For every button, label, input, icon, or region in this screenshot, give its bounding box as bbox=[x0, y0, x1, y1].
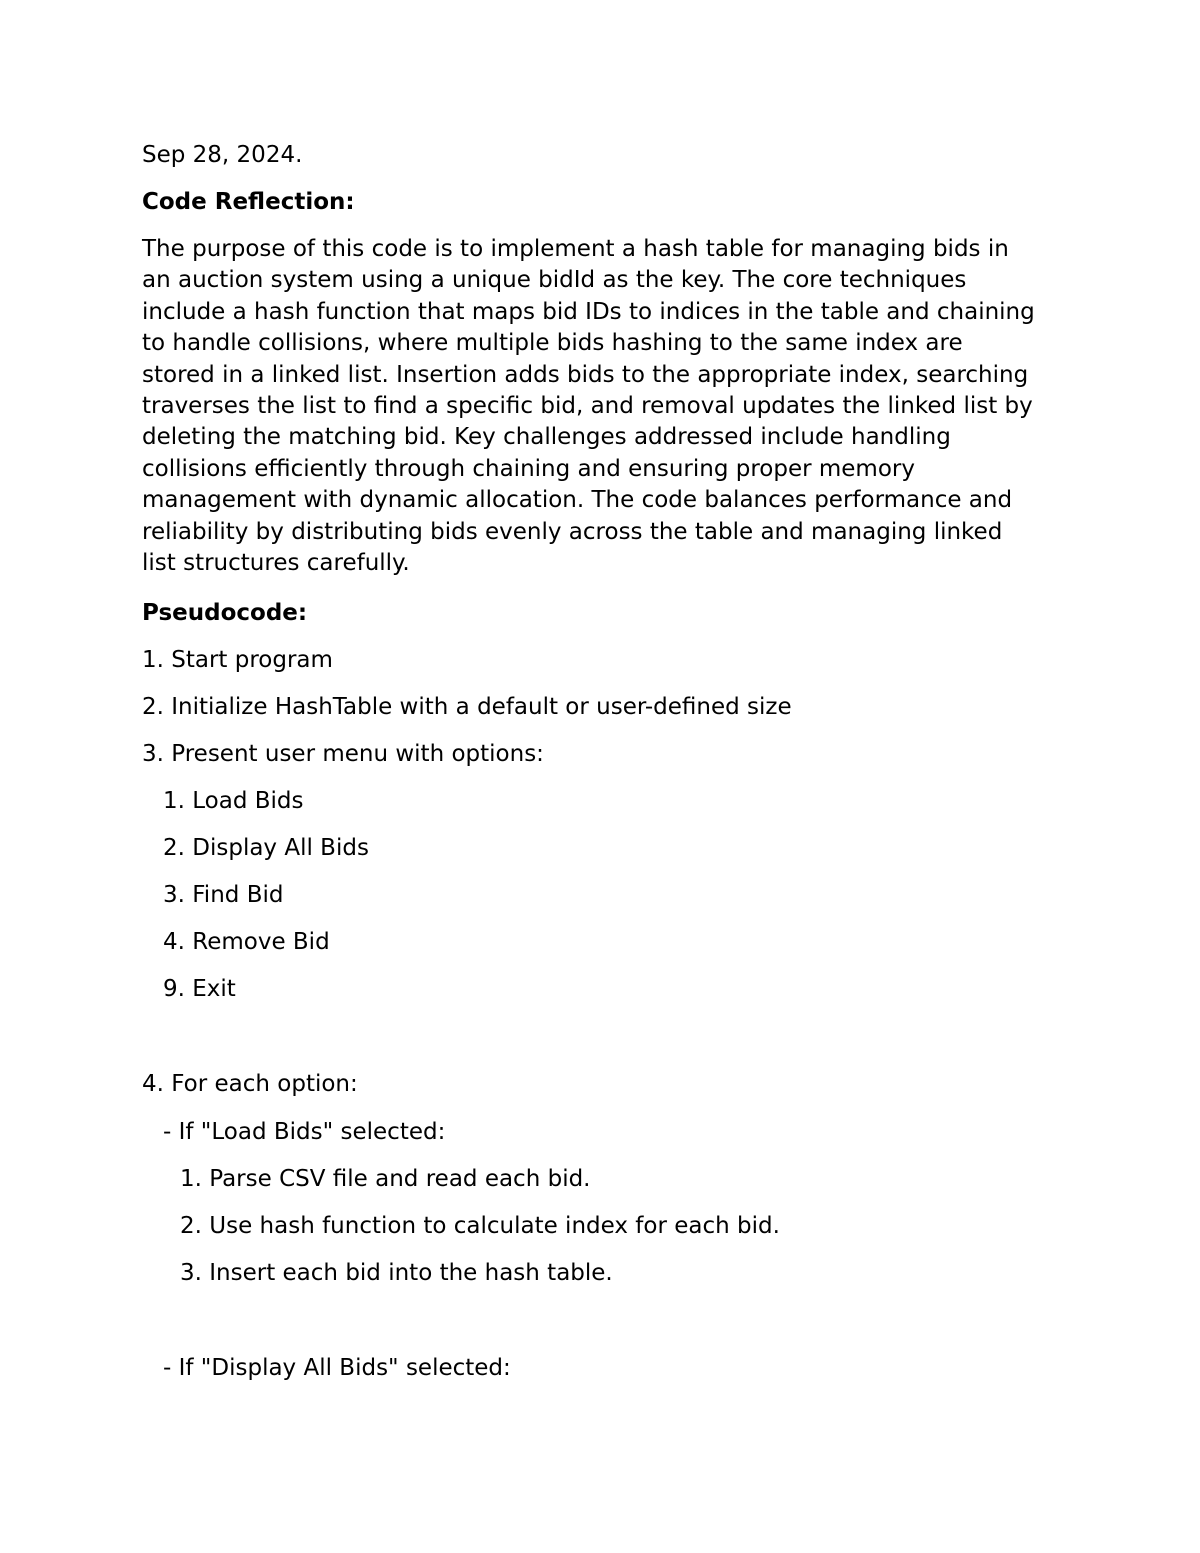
menu-option: 2. Display All Bids bbox=[163, 835, 369, 861]
reflection-line: deleting the matching bid. Key challenges addressed include handling bbox=[142, 424, 951, 451]
reflection-heading: Code Reflection: bbox=[142, 189, 355, 215]
step-present-menu: 3. Present user menu with options: bbox=[142, 741, 544, 767]
load-bids-step: 1. Parse CSV file and read each bid. bbox=[180, 1166, 591, 1192]
reflection-line: to handle collisions, where multiple bids hashing to the same index are bbox=[142, 330, 963, 357]
menu-option: 4. Remove Bid bbox=[163, 929, 330, 955]
reflection-line: stored in a linked list. Insertion adds bids to the appropriate index, searching bbox=[142, 361, 1029, 388]
reflection-line: include a hash function that maps bid IDs to indices in the table and chaining bbox=[142, 298, 1035, 325]
reflection-line: The purpose of this code is to implement a hash table for managing bids in bbox=[142, 236, 1009, 262]
menu-option: 3. Find Bid bbox=[163, 882, 284, 908]
pseudocode-heading: Pseudocode: bbox=[142, 600, 308, 626]
load-bids-step: 2. Use hash function to calculate index for each bid. bbox=[180, 1213, 780, 1239]
step-for-each-option: 4. For each option: bbox=[142, 1071, 358, 1097]
reflection-paragraph bbox=[142, 234, 1072, 579]
step-start-program: 1. Start program bbox=[142, 647, 333, 673]
load-bids-step: 3. Insert each bid into the hash table. bbox=[180, 1260, 613, 1286]
reflection-line: management with dynamic allocation. The code balances performance and bbox=[142, 487, 1013, 514]
load-bids-heading: - If "Load Bids" selected: bbox=[163, 1119, 446, 1145]
reflection-line: list structures carefully. bbox=[142, 550, 410, 577]
reflection-line: an auction system using a unique bidId as the key. The core techniques bbox=[142, 267, 967, 294]
menu-option: 9. Exit bbox=[163, 976, 236, 1002]
reflection-line: traverses the list to find a specific bid, and removal updates the linked list by bbox=[142, 393, 1033, 420]
menu-option: 1. Load Bids bbox=[163, 788, 304, 814]
reflection-line: collisions efficiently through chaining and ensuring proper memory bbox=[142, 455, 915, 482]
document-date: Sep 28, 2024. bbox=[142, 142, 303, 168]
display-all-bids-heading: - If "Display All Bids" selected: bbox=[163, 1355, 511, 1381]
step-initialize-hashtable: 2. Initialize HashTable with a default or user-defined size bbox=[142, 694, 792, 720]
reflection-line: reliability by distributing bids evenly across the table and managing linked bbox=[142, 518, 1003, 545]
